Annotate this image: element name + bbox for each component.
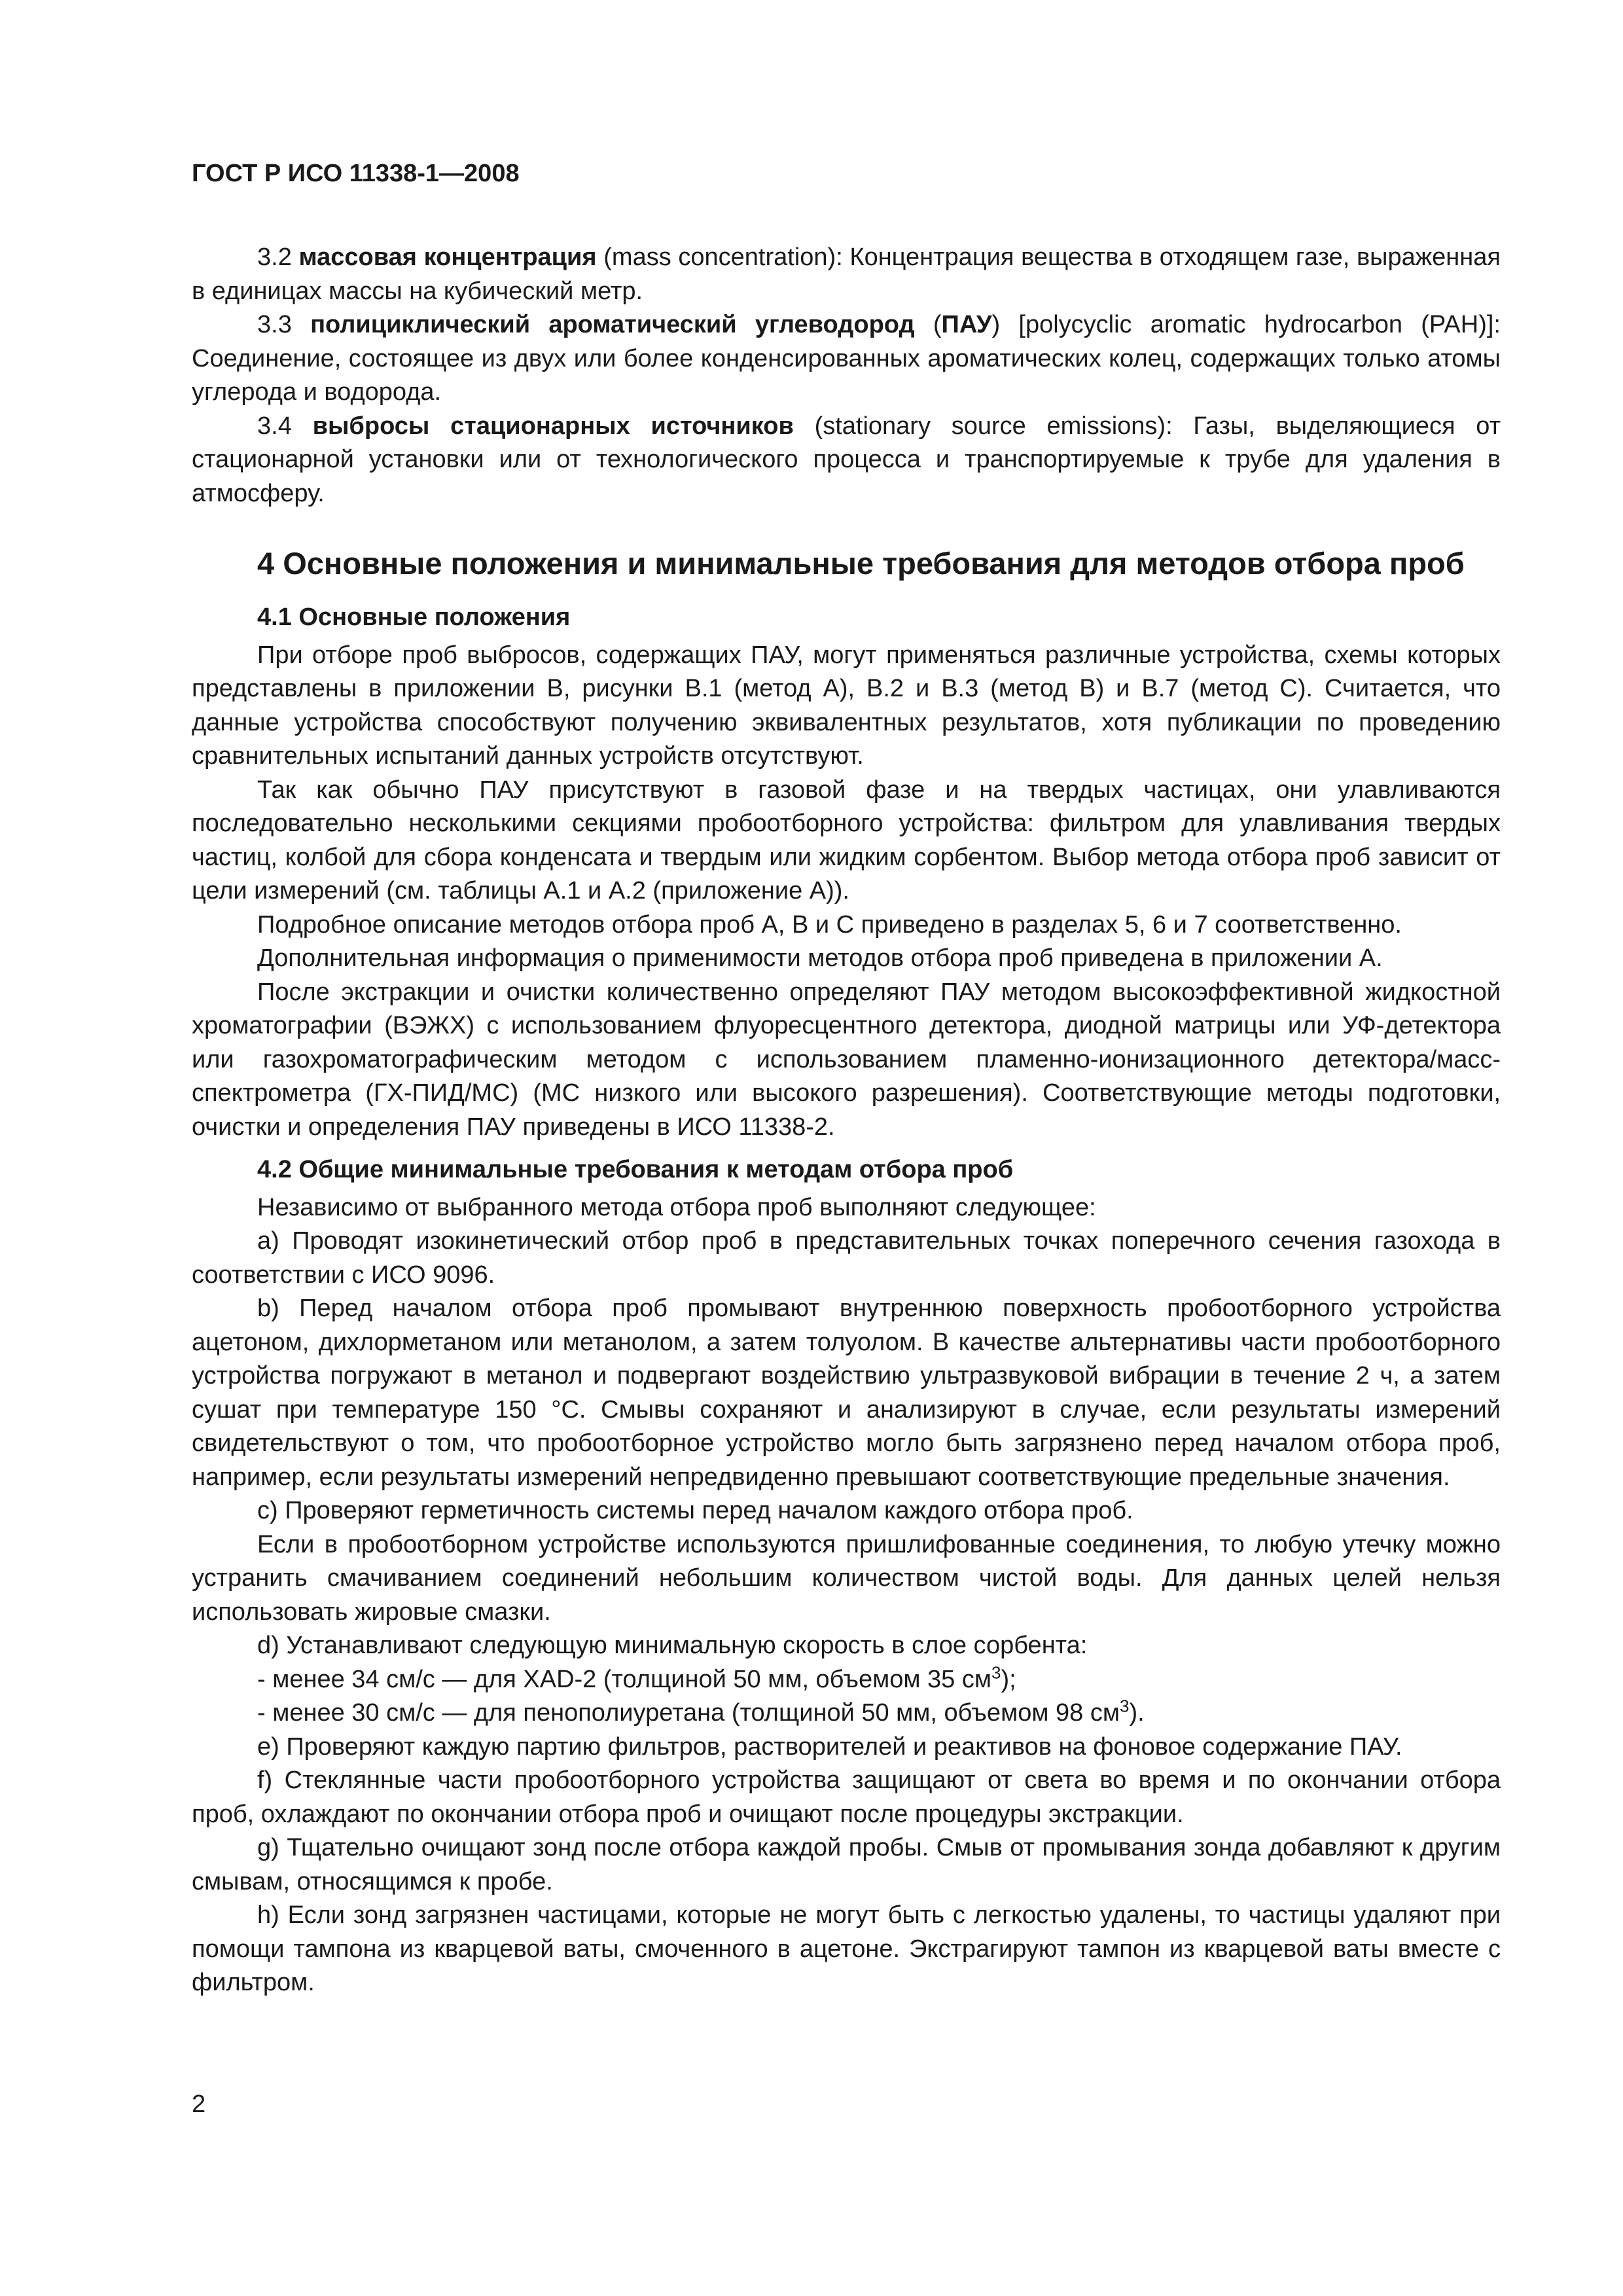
definition-3-3	[192, 308, 1501, 410]
paragraph: Подробное описание методов отбора проб А, В и С приведено в разделах 5, 6 и 7 соответственно.	[257, 910, 1402, 939]
list-item-c-note: Если в пробоотборном устройстве используются пришлифованные соединения, то любую утечку можно устранить смачиванием соединений небольшим количеством чистой воды. Для данных целей нельзя использовать жировые смазки.	[192, 1530, 1501, 1626]
paragraph: Так как обычно ПАУ присутствуют в газовой фазе и на твердых частицах, они улавливаются последовательно несколькими секциями пробоотборного устройства: фильтром для улавливания твердых частиц, колбой для сбора конденсата и твердым или жидким сорбентом. Выбор метода отбора проб зависит от цели измерений (см. таблицы А.1 и А.2 (приложение А)).	[192, 776, 1501, 905]
paragraph: Независимо от выбранного метода отбора проб выполняют следующее:	[257, 1193, 1096, 1221]
definition-number: 3.4	[257, 412, 292, 440]
list-item-c: c) Проверяют герметичность системы перед началом каждого отбора проб.	[257, 1497, 1133, 1524]
definition-text: (mass concentration): Концентрация вещества в отходящем газе, выраженная в единицах массы на кубический метр.	[192, 243, 1501, 305]
definition-3-4	[192, 410, 1501, 511]
superscript: 3	[1119, 1696, 1130, 1716]
list-item-e: e) Проверяют каждую партию фильтров, растворителей и реактивов на фоновое содержание ПАУ.	[257, 1732, 1402, 1761]
definition-3-2	[192, 241, 1501, 308]
list-item-d-2	[192, 1696, 1501, 1731]
superscript: 3	[991, 1662, 1001, 1682]
definition-text: (	[914, 311, 942, 338]
list-item-h: h) Если зонд загрязнен частицами, которые не могут быть с легкостью удалены, то частицы удаляют при помощи тампона из кварцевой ваты, смоченного в ацетоне. Экстрагируют тампон из кварцевой ваты вместе с фильтром.	[192, 1901, 1501, 1996]
list-item-d: d) Устанавливают следующую минимальную скорость в слое сорбента:	[257, 1632, 1088, 1659]
document-code: ГОСТ Р ИСО 11338-1—2008	[192, 160, 520, 187]
list-item-a: a) Проводят изокинетический отбор проб в представительных точках поперечного сечения газохода в соответствии с ИСО 9096.	[192, 1227, 1501, 1289]
sub-item-text: - менее 34 см/с — для XAD-2 (толщиной 50 мм, объемом 35 см	[257, 1665, 991, 1693]
list-item-g: g) Тщательно очищают зонд после отбора каждой пробы. Смыв от промывания зонда добавляют к другим смывам, относящимся к пробе.	[192, 1834, 1501, 1895]
list-item-d-1	[192, 1663, 1501, 1697]
paragraph: При отборе проб выбросов, содержащих ПАУ, могут применяться различные устройства, схемы которых представлены в приложении В, рисунки В.1 (метод А), В.2 и В.3 (метод В) и В.7 (метод С). Считается, что данные устройства способствуют получению эквивалентных результатов, хотя публикации по проведению сравнительных испытаний данных устройств отсутствуют.	[192, 641, 1501, 770]
subsection-4-2-title: 4.2 Общие минимальные требования к методам отбора проб	[257, 1156, 1014, 1183]
definition-text: (stationary source emissions): Газы, выделяющиеся от стационарной установки или от технологического процесса и транспортируемые к трубе для удаления в атмосферу.	[192, 412, 1501, 507]
list-item-f: f) Стеклянные части пробоотборного устройства защищают от света во время и по окончании отбора проб, охлаждают по окончании отбора проб и очищают после процедуры экстракции.	[192, 1767, 1501, 1828]
paragraph: После экстракции и очистки количественно определяют ПАУ методом высокоэффективной жидкостной хроматографии (ВЭЖХ) с использованием флуоресцентного детектора, диодной матрицы или УФ-детектора или газохроматографическим методом с использованием пламенно-ионизационного детектора/масс-спектрометра (ГХ-ПИД/МС) (МС низкого или высокого разрешения). Соответствующие методы подготовки, очистки и определения ПАУ приведены в ИСО 11338-2.	[192, 978, 1501, 1141]
sub-item-text: ).	[1129, 1699, 1145, 1727]
subsection-4-1-title: 4.1 Основные положения	[257, 603, 571, 631]
definition-text: ) [polycyclic aromatic hydrocarbon (PAH)]: Соединение, состоящее из двух или более конденсированных ароматических колец, содержащих только атомы углерода и водорода.	[192, 311, 1501, 406]
definition-term: массовая концентрация	[298, 243, 597, 271]
definition-abbreviation: ПАУ	[941, 311, 992, 338]
definition-number: 3.3	[257, 311, 292, 338]
definition-term: полициклический ароматический углеводород	[310, 311, 915, 338]
paragraph: Дополнительная информация о применимости методов отбора проб приведена в приложении А.	[257, 944, 1383, 972]
page-number: 2	[192, 2090, 206, 2118]
section-4-title: 4 Основные положения и минимальные требования для методов отбора проб	[257, 546, 1465, 581]
list-item-b: b) Перед началом отбора проб промывают внутреннюю поверхность пробоотборного устройства ацетоном, дихлорметаном или метанолом, а затем толуолом. В качестве альтернативы части пробоотборного устройства погружают в метанол и подвергают воздействию ультразвуковой вибрации в течение 2 ч, а затем сушат при температуре 150 °С. Смывы сохраняют и анализируют в случае, если результаты измерений свидетельствуют о том, что пробоотборное устройство могло быть загрязнено перед началом отбора проб, например, если результаты измерений непредвиденно превышают соответствующие предельные значения.	[192, 1295, 1501, 1491]
sub-item-text: );	[1001, 1665, 1016, 1693]
document-page	[192, 157, 1501, 2000]
sub-item-text: - менее 30 см/с — для пенополиуретана (толщиной 50 мм, объемом 98 см	[257, 1699, 1120, 1727]
definition-term: выбросы стационарных источников	[312, 412, 794, 440]
definition-number: 3.2	[257, 243, 292, 271]
